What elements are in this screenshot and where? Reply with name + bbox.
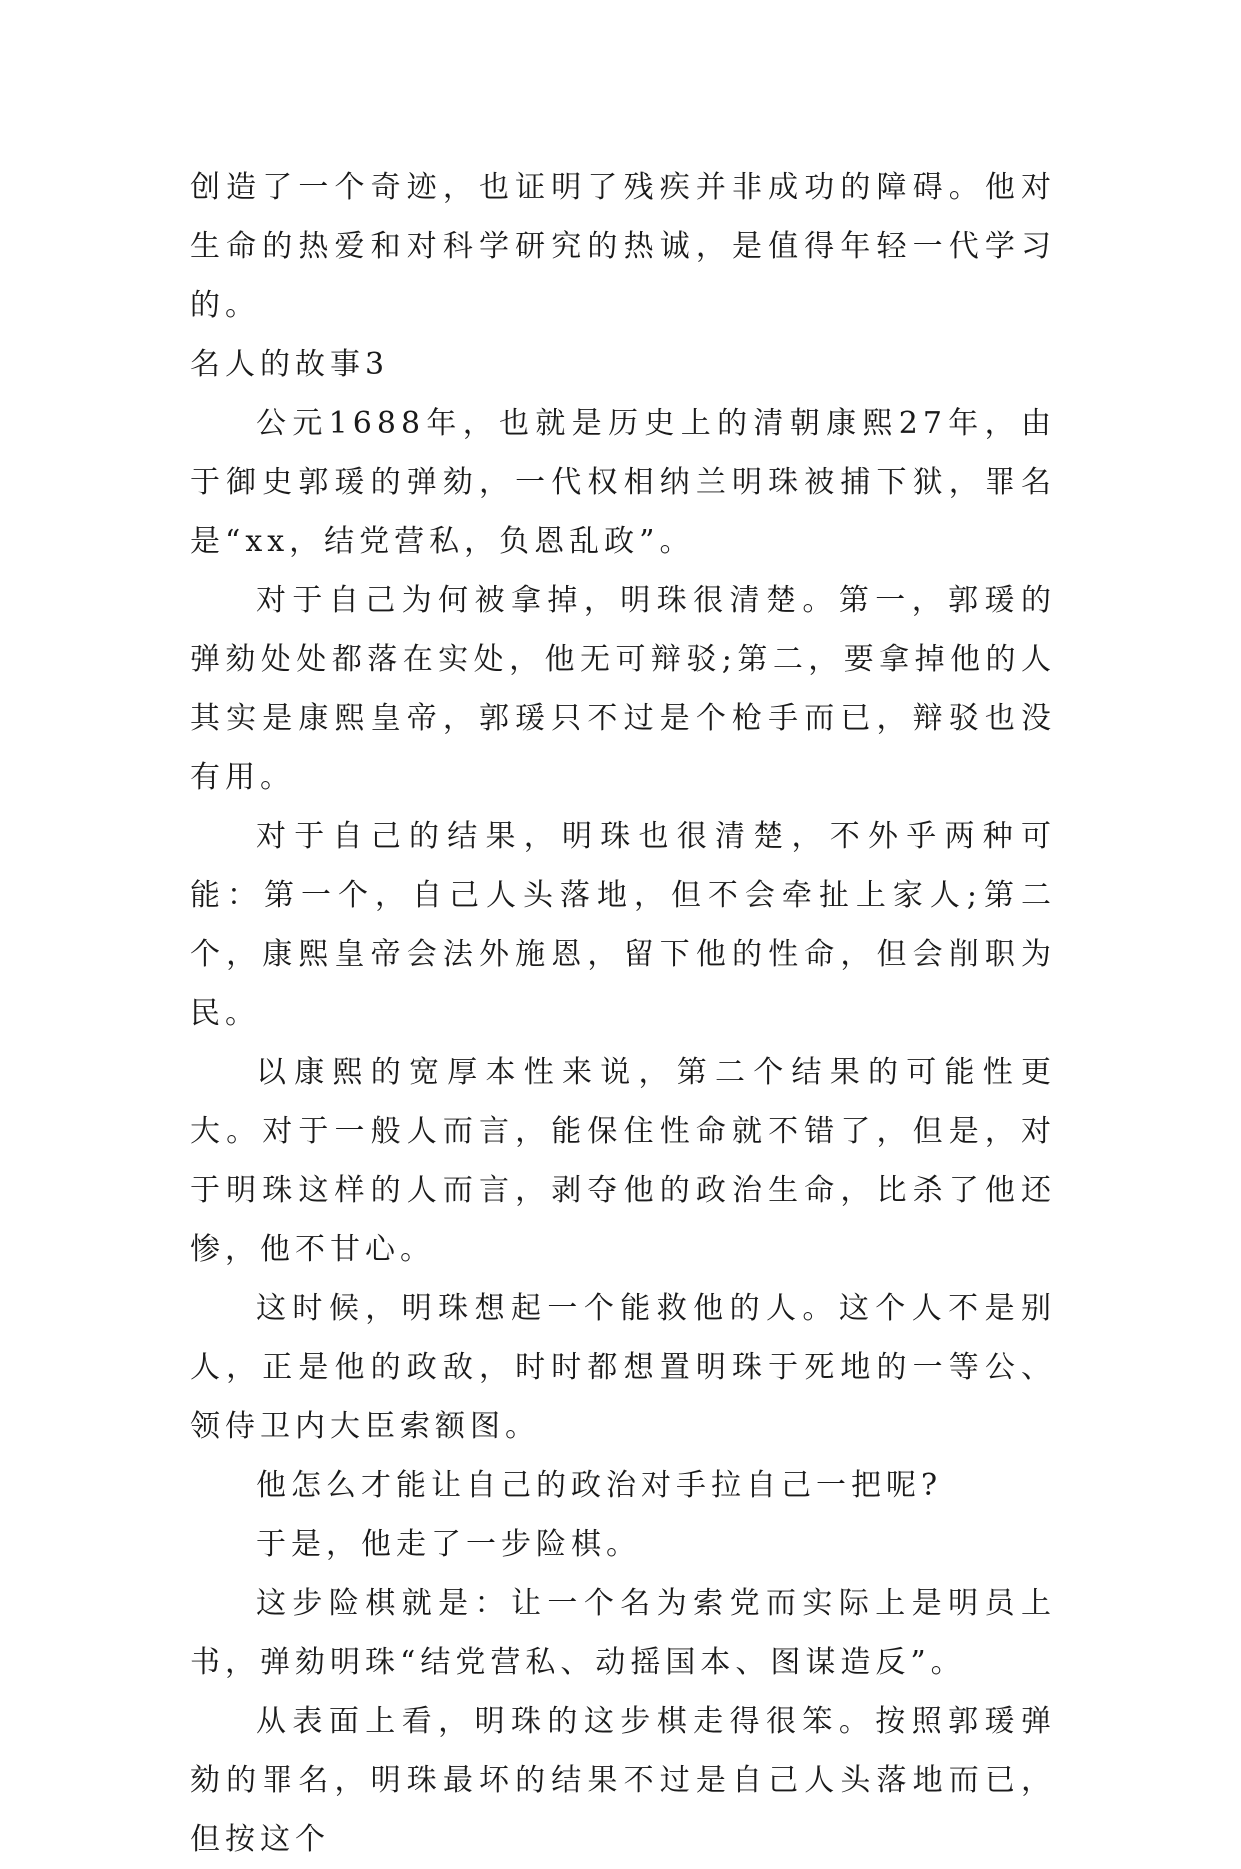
- paragraph-9: 于是，他走了一步险棋。: [256, 1527, 641, 1562]
- section-heading: 名人的故事3: [190, 347, 390, 382]
- paragraph-8: 他怎么才能让自己的政治对手拉自己一把呢?: [256, 1468, 943, 1503]
- paragraph-3: 公元1688年，也就是历史上的清朝康熙27年，由于御史郭瑗的弹劾，一代权相纳兰明珠被捕下狱，罪名是“xx，结党营私，负恩乱政”。: [190, 406, 1056, 559]
- paragraph-11: 从表面上看，明珠的这步棋走得很笨。按照郭瑗弹劾的罪名，明珠最坏的结果不过是自己人头落地而已，但按这个: [190, 1704, 1056, 1857]
- paragraph-6: 以康熙的宽厚本性来说，第二个结果的可能性更大。对于一般人而言，能保住性命就不错了，但是，对于明珠这样的人而言，剥夺他的政治生命，比杀了他还惨，他不甘心。: [190, 1055, 1056, 1267]
- paragraph-4: 对于自己为何被拿掉，明珠很清楚。第一，郭瑗的弹劾处处都落在实处，他无可辩驳;第二，要拿掉他的人其实是康熙皇帝，郭瑗只不过是个枪手而已，辩驳也没有用。: [190, 583, 1056, 795]
- paragraph-10: 这步险棋就是：让一个名为索党而实际上是明员上书，弹劾明珠“结党营私、动摇国本、图谋造反”。: [190, 1586, 1056, 1680]
- document-body: [190, 158, 1056, 1869]
- paragraph-1: 创造了一个奇迹，也证明了残疾并非成功的障碍。他对生命的热爱和对科学研究的热诚，是值得年轻一代学习的。: [190, 170, 1056, 323]
- paragraph-5: 对于自己的结果，明珠也很清楚，不外乎两种可能：第一个，自己人头落地，但不会牵扯上家人;第二个，康熙皇帝会法外施恩，留下他的性命，但会削职为民。: [190, 819, 1056, 1031]
- paragraph-7: 这时候，明珠想起一个能救他的人。这个人不是别人，正是他的政敌，时时都想置明珠于死地的一等公、领侍卫内大臣索额图。: [190, 1291, 1056, 1444]
